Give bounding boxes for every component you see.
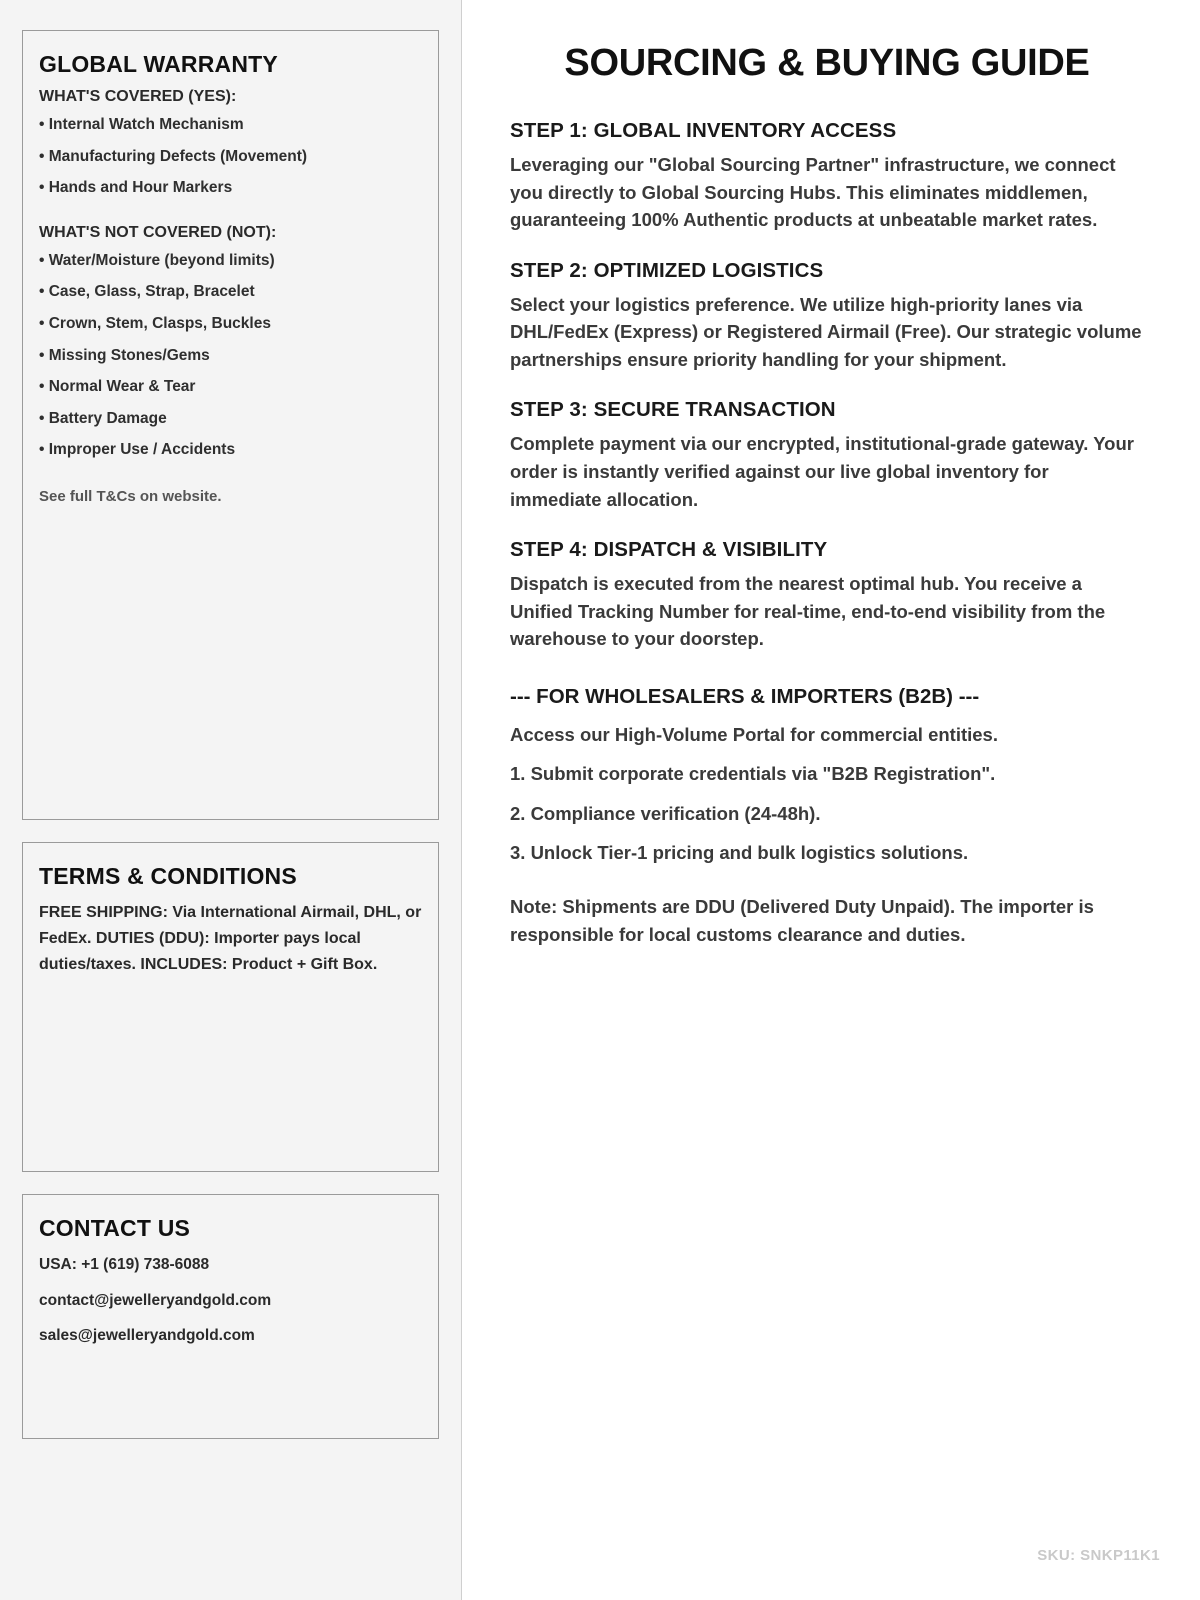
list-item: • Manufacturing Defects (Movement)	[39, 147, 308, 165]
contact-panel	[22, 1194, 439, 1439]
guide-step-1	[510, 119, 1144, 234]
guide-step-heading: STEP 2: OPTIMIZED LOGISTICS	[510, 258, 824, 282]
warranty-footer-note: See full T&Cs on website.	[39, 487, 222, 505]
guide-step-body: Select your logistics preference. We utilize high-priority lanes via DHL/FedEx (Express) or Registered Airmail (Free). Our strategic volume partnerships ensure priority handling for your shipment.	[510, 293, 1142, 370]
contact-email-secondary[interactable]: sales@jewelleryandgold.com	[39, 1327, 255, 1345]
terms-body: FREE SHIPPING: Via International Airmail, DHL, or FedEx. DUTIES (DDU): Importer pays local duties/taxes. INCLUDES: Product + Gift Box.	[39, 904, 422, 973]
warranty-panel	[22, 30, 439, 820]
guide-step-heading: STEP 4: DISPATCH & VISIBILITY	[510, 538, 828, 562]
b2b-intro: Access our High-Volume Portal for commercial entities.	[510, 723, 998, 745]
terms-panel	[22, 842, 439, 1172]
warranty-title: GLOBAL WARRANTY	[39, 51, 278, 77]
guide-step-4	[510, 538, 1144, 653]
guide-step-body: Dispatch is executed from the nearest optimal hub. You receive a Unified Tracking Number for real-time, end-to-end visibility from the warehouse to your doorstep.	[510, 573, 1106, 650]
warranty-not-covered-list	[39, 252, 422, 460]
guide-step-body: Complete payment via our encrypted, institutional-grade gateway. Your order is instantly verified against our live global inventory for immediate allocation.	[510, 433, 1134, 510]
guide-step-2	[510, 259, 1144, 374]
list-item: • Case, Glass, Strap, Bracelet	[39, 283, 255, 301]
guide-step-heading: STEP 3: SECURE TRANSACTION	[510, 398, 836, 422]
list-item: • Battery Damage	[39, 409, 167, 427]
warranty-covered-heading: WHAT'S COVERED (YES):	[39, 88, 237, 105]
terms-title: TERMS & CONDITIONS	[39, 863, 297, 889]
guide-step-heading: STEP 1: GLOBAL INVENTORY ACCESS	[510, 119, 897, 142]
list-item: • Water/Moisture (beyond limits)	[39, 251, 275, 269]
guide-step-3	[510, 398, 1144, 513]
contact-title: CONTACT US	[39, 1215, 191, 1241]
sku-label: SKU: SNKP11K1	[1037, 1547, 1160, 1564]
list-item: • Hands and Hour Markers	[39, 179, 233, 197]
page-title: SOURCING & BUYING GUIDE	[564, 42, 1090, 84]
list-item: • Crown, Stem, Clasps, Buckles	[39, 314, 271, 332]
b2b-step: 1. Submit corporate credentials via "B2B Registration".	[510, 763, 996, 785]
b2b-step: 2. Compliance verification (24-48h).	[510, 802, 821, 824]
b2b-step: 3. Unlock Tier-1 pricing and bulk logistics solutions.	[510, 842, 969, 864]
warranty-covered-list	[39, 116, 422, 198]
list-item: • Internal Watch Mechanism	[39, 116, 244, 133]
list-item: • Missing Stones/Gems	[39, 346, 210, 364]
contact-phone[interactable]: USA: +1 (619) 738-6088	[39, 1256, 210, 1273]
left-sidebar	[0, 0, 462, 1600]
b2b-note: Note: Shipments are DDU (Delivered Duty Unpaid). The importer is responsible for local customs clearance and duties.	[510, 896, 1094, 945]
contact-email-primary[interactable]: contact@jewelleryandgold.com	[39, 1291, 272, 1309]
guide-step-body: Leveraging our "Global Sourcing Partner" infrastructure, we connect you directly to Global Sourcing Hubs. This eliminates middlemen, guaranteeing 100% Authentic products at unbeatable market rates.	[510, 154, 1116, 231]
guide-content	[462, 0, 1200, 1600]
list-item: • Normal Wear & Tear	[39, 378, 196, 396]
list-item: • Improper Use / Accidents	[39, 441, 236, 459]
warranty-not-covered-heading: WHAT'S NOT COVERED (NOT):	[39, 223, 277, 241]
b2b-section-heading: --- FOR WHOLESALERS & IMPORTERS (B2B) ---	[510, 684, 980, 708]
